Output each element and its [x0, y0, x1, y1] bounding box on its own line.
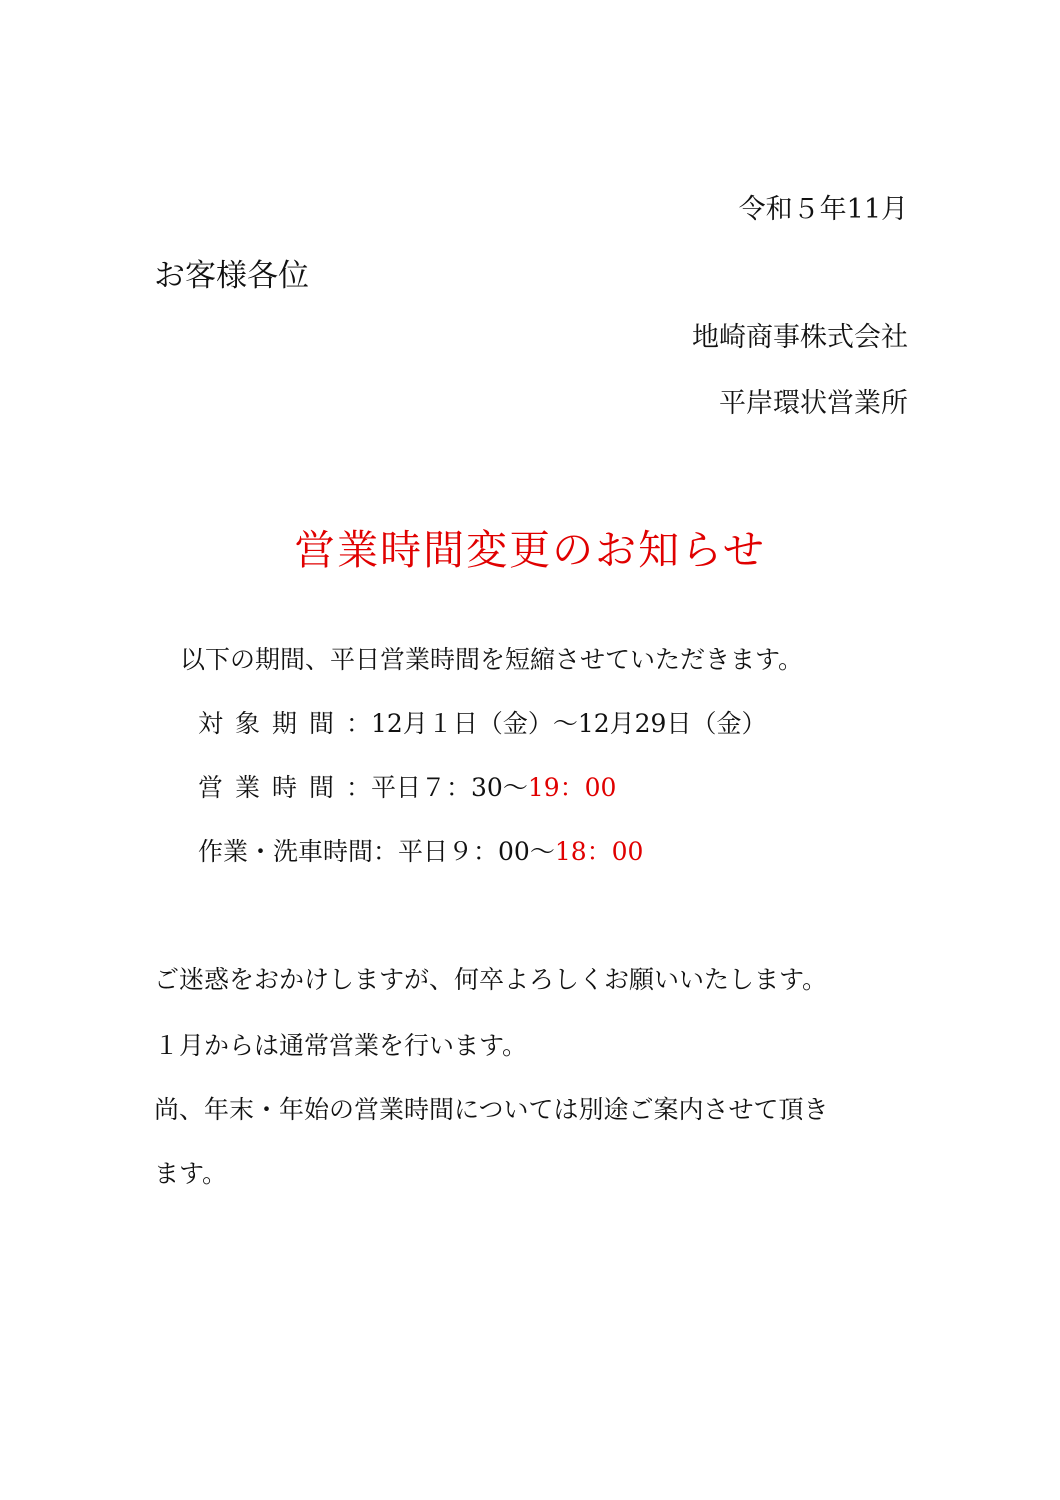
- period-row: [198, 706, 766, 742]
- wash-hours-row: [198, 834, 643, 870]
- addressee: お客様各位: [154, 258, 309, 294]
- wash-hours-end: 18：00: [554, 837, 644, 866]
- business-hours-label: 営業時間: [198, 773, 347, 802]
- office-name: 平岸環状営業所: [719, 388, 908, 419]
- wash-hours-label: 作業・洗車時間: [198, 837, 374, 866]
- issue-date: 令和５年11月: [738, 194, 908, 225]
- closing-line-4: ます。: [154, 1159, 228, 1188]
- wash-hours-start: 平日９：00〜: [398, 837, 555, 866]
- wash-hours-separator: ：: [373, 837, 399, 866]
- period-value: 12月１日（金）〜12月29日（金）: [371, 709, 767, 738]
- closing-line-3: 尚、年末・年始の営業時間については別途ご案内させて頂き: [154, 1095, 829, 1124]
- intro-text: 以下の期間、平日営業時間を短縮させていただきます。: [180, 645, 804, 674]
- business-hours-separator: ：: [346, 773, 372, 802]
- period-label: 対象期間: [198, 709, 347, 738]
- business-hours-start: 平日７：30〜: [371, 773, 528, 802]
- business-hours-row: [198, 770, 616, 806]
- notice-title: 営業時間変更のお知らせ: [294, 526, 766, 574]
- period-separator: ：: [346, 709, 372, 738]
- company-name: 地崎商事株式会社: [692, 322, 908, 353]
- closing-line-2: １月からは通常営業を行います。: [154, 1031, 528, 1060]
- business-hours-end: 19：00: [527, 773, 617, 802]
- closing-line-1: ご迷惑をおかけしますが、何卒よろしくお願いいたします。: [154, 965, 828, 994]
